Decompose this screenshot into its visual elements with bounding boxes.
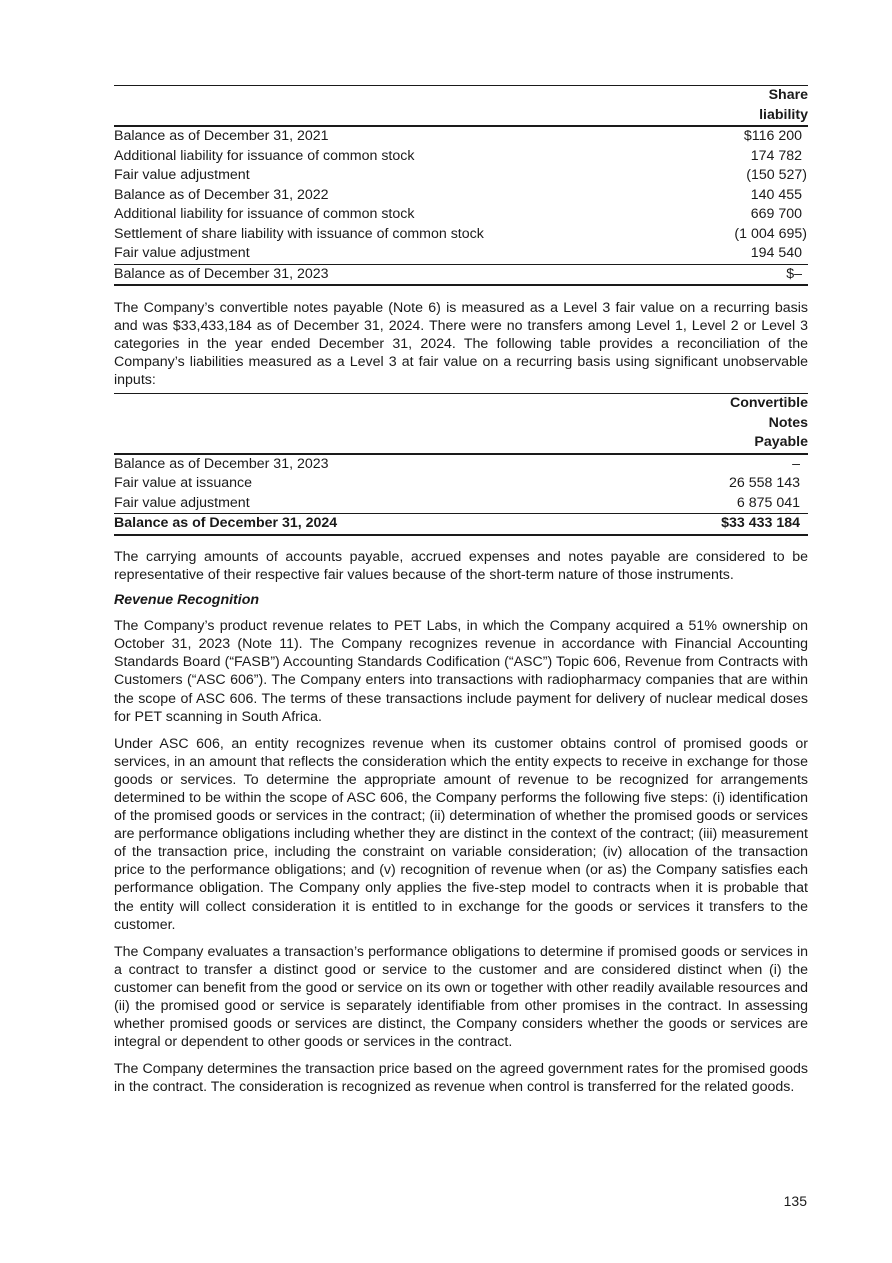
total-label: Balance as of December 31, 2024 — [114, 514, 674, 535]
column-header — [674, 86, 808, 126]
paragraph: The Company’s convertible notes payable (Note 6) is measured as a Level 3 fair value on a recurring basis and was $33,433,184 as of December 31, 2024. There were no transfers among Level 1, Level 2 or Level 3 categories in the year ended December 31, 2024. The following table provides a reconciliation of the Company’s liabilities measured as a Level 3 at fair value on a recurring basis using significant unobservable inputs: — [114, 300, 808, 389]
total-label: Balance as of December 31, 2023 — [114, 264, 674, 285]
row-value: 6 875 041 — [736, 494, 800, 511]
row-value: 669 700 — [750, 206, 802, 222]
section-heading: Revenue Recognition — [114, 592, 260, 609]
row-value: 26 558 143 — [728, 475, 800, 492]
table-row — [114, 244, 808, 264]
table-row — [114, 454, 808, 475]
total-row — [114, 514, 808, 535]
table-row — [114, 205, 808, 225]
total-value: $33 433 184 — [674, 514, 808, 535]
table-row — [114, 166, 808, 186]
row-value: (150 527) — [746, 167, 807, 183]
row-label: Additional liability for issuance of common stock — [114, 147, 415, 164]
column-header-line: Convertible — [729, 395, 808, 412]
table-row — [114, 494, 808, 514]
paragraph: Under ASC 606, an entity recognizes revenue when its customer obtains control of promised goods or services, in an amount that reflects the consideration which the entity expects to receive in exchange for those goods or services. To determine the appropriate amount of revenue to be recognized for arrangements determined to be within the scope of ASC 606, the Company performs the following five steps: (i) identification of the promised goods or services in the contract; (ii) determination of whether the promised goods or services are performance obligations including whether they are distinct in the context of the contract; (iii) measurement of the transaction price, including the constraint on variable consideration; (iv) allocation of the transaction price to the performance obligations; and (v) recognition of revenue when (or as) the Company satisfies each performance obligation. The Company only applies the five-step model to contracts when it is probable that the entity will collect consideration it is entitled to in exchange for the goods or services it transfers to the customer. — [114, 735, 808, 933]
row-label: Balance as of December 31, 2021 — [114, 128, 329, 144]
row-value: $116 200 — [743, 128, 802, 144]
total-row — [114, 264, 808, 285]
row-label: Fair value at issuance — [114, 475, 253, 492]
column-header-line: Share — [768, 87, 808, 103]
column-header — [674, 394, 808, 454]
table-row — [114, 147, 808, 167]
column-header-line: liability — [759, 106, 808, 123]
row-label: Fair value adjustment — [114, 167, 250, 183]
total-value: $– — [674, 264, 808, 285]
row-label: Balance as of December 31, 2023 — [114, 455, 329, 472]
paragraph: The Company evaluates a transaction’s performance obligations to determine if promised goods or services in a contract to transfer a distinct good or service to the customer and are considered distinct when (i) the customer can benefit from the good or service on its own or together with other readily available resources and (ii) the promised good or service is separately identifiable from other promises in the contract. In assessing whether promised goods or services are distinct, the Company considers whether the goods or services are integral or dependent to other goods or services in the contract. — [114, 943, 808, 1051]
row-value: 140 455 — [750, 186, 802, 203]
paragraph: The Company determines the transaction price based on the agreed government rates for the promised goods in the contract. The consideration is recognized as revenue when control is transferred for the related goods. — [114, 1061, 808, 1096]
page-number: 135 — [783, 1193, 807, 1209]
row-label: Additional liability for issuance of common stock — [114, 206, 415, 222]
row-value: – — [792, 455, 800, 472]
row-value: 174 782 — [750, 147, 802, 164]
table-row — [114, 186, 808, 206]
paragraph: The carrying amounts of accounts payable, accrued expenses and notes payable are considered to be representative of their respective fair values because of the short-term nature of those instruments. — [114, 548, 808, 584]
paragraph: The Company’s product revenue relates to PET Labs, in which the Company acquired a 51% ownership on October 31, 2023 (Note 11). The Company recognizes revenue in accordance with Financial Accounting Standards Board (“FASB”) Accounting Standards Codification (“ASC”) Topic 606, Revenue from Contracts with Customers (“ASC 606”). The Company enters into transactions with radiopharmacy companies that are within the scope of ASC 606. The terms of these transactions include payment for delivery of nuclear medical doses for PET scanning in South Africa. — [114, 618, 808, 725]
table-row — [114, 126, 808, 147]
row-value: 194 540 — [750, 245, 802, 261]
table-row — [114, 225, 808, 245]
row-label: Fair value adjustment — [114, 245, 250, 261]
page-content — [114, 85, 808, 1097]
row-label: Fair value adjustment — [114, 494, 250, 511]
row-label: Settlement of share liability with issuance of common stock — [114, 225, 484, 242]
convertible-notes-table — [114, 393, 808, 536]
table-row — [114, 474, 808, 494]
row-value: (1 004 695) — [734, 225, 807, 242]
share-liability-table — [114, 85, 808, 286]
row-label: Balance as of December 31, 2022 — [114, 186, 329, 203]
column-header-line: Notes — [768, 414, 808, 431]
column-header-line: Payable — [754, 434, 808, 451]
